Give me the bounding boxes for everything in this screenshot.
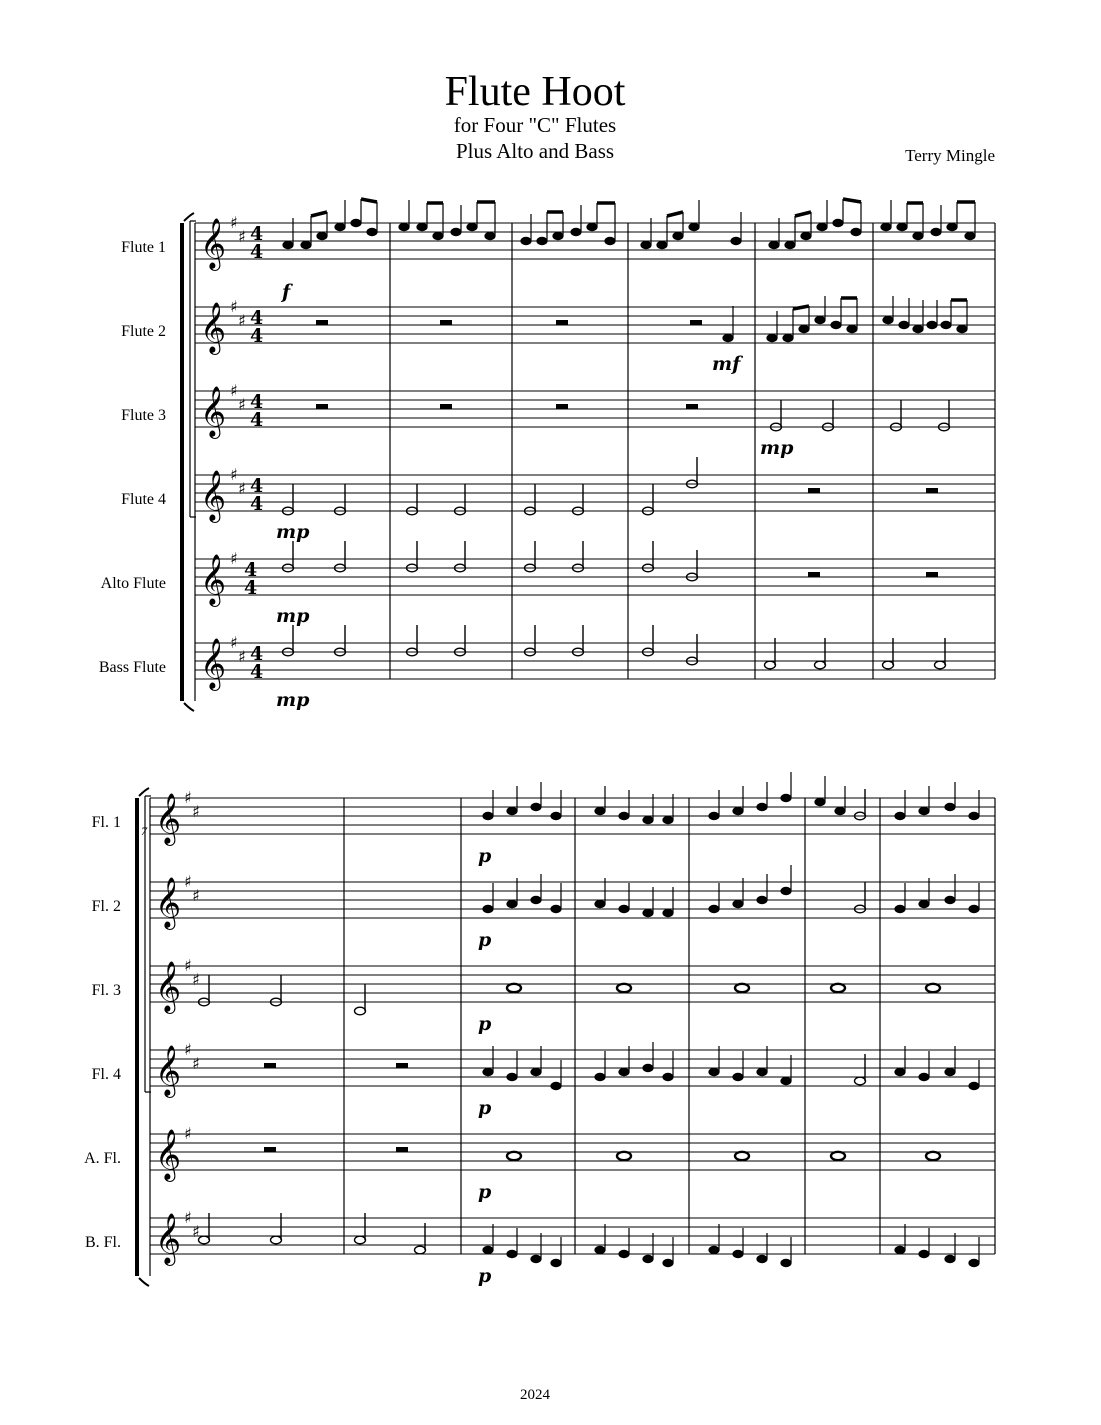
score-subtitle-line2: Plus Alto and Bass — [455, 139, 615, 163]
sharp-icon: ♯ — [184, 1208, 192, 1227]
footer-year: 2024 — [520, 1387, 550, 1403]
sharp-icon: ♯ — [184, 956, 192, 975]
svg-text:4: 4 — [250, 223, 264, 245]
measure-number: 7 — [141, 824, 147, 838]
svg-text:4: 4 — [250, 661, 264, 683]
dynamic-marking: mp — [760, 437, 794, 459]
svg-text:4: 4 — [250, 241, 264, 263]
score-subtitle-line1: for Four "C" Flutes — [453, 113, 617, 137]
treble-clef-icon: 𝄞 — [155, 961, 182, 1012]
svg-text:4: 4 — [244, 577, 258, 599]
dynamic-marking: mp — [276, 689, 310, 711]
sharp-icon: ♯ — [230, 549, 238, 568]
svg-text:4: 4 — [250, 325, 264, 347]
treble-clef-icon: 𝄞 — [155, 1045, 182, 1096]
whole-rest-icon — [396, 1147, 408, 1152]
dynamic-marking: p — [478, 1013, 492, 1035]
svg-text:4: 4 — [244, 559, 258, 581]
whole-rest-icon — [316, 320, 328, 325]
whole-rest-icon — [926, 488, 938, 493]
treble-clef-icon: 𝄞 — [200, 470, 227, 521]
sharp-icon: ♯ — [238, 395, 246, 414]
composer-name: Terry Mingle — [905, 146, 995, 165]
dynamic-marking: mp — [276, 521, 310, 543]
treble-clef-icon: 𝄞 — [200, 218, 227, 269]
staff-label-fl-2: Fl. 2 — [91, 898, 121, 915]
treble-clef-icon: 𝄞 — [200, 554, 227, 605]
sharp-icon: ♯ — [230, 213, 238, 232]
sharp-icon: ♯ — [184, 1040, 192, 1059]
whole-rest-icon — [808, 572, 820, 577]
sharp-icon: ♯ — [238, 479, 246, 498]
dynamic-marking: p — [478, 1097, 492, 1119]
whole-rest-icon — [686, 404, 698, 409]
whole-rests-system-1 — [316, 320, 938, 577]
sharp-icon: ♯ — [238, 647, 246, 666]
whole-rest-icon — [440, 320, 452, 325]
treble-clef-icon: 𝄞 — [155, 1129, 182, 1180]
whole-rest-icon — [926, 572, 938, 577]
svg-text:4: 4 — [250, 493, 264, 515]
svg-text:4: 4 — [250, 409, 264, 431]
clefs-system-2 — [155, 793, 181, 1266]
dynamic-marking: p — [478, 845, 492, 867]
flute-2-notes-system-1 — [723, 296, 967, 342]
whole-rest-icon — [556, 404, 568, 409]
barlines-system-1 — [390, 223, 995, 679]
staff-label-fl-3: Fl. 3 — [91, 982, 121, 999]
treble-clef-icon: 𝄞 — [200, 386, 227, 437]
bracket-top-hook — [139, 788, 149, 796]
treble-clef-icon: 𝄞 — [155, 1213, 182, 1264]
sharp-icon: ♯ — [192, 970, 200, 989]
treble-clef-icon: 𝄞 — [200, 302, 227, 353]
sharp-icon: ♯ — [230, 381, 238, 400]
half-notes-system-1 — [283, 400, 950, 669]
whole-rest-icon — [808, 488, 820, 493]
whole-rest-icon — [556, 320, 568, 325]
sharp-icon: ♯ — [192, 1222, 200, 1241]
score-title: Flute Hoot — [444, 69, 626, 115]
staff-lines-system-2 — [150, 798, 995, 1254]
whole-rest-icon — [396, 1063, 408, 1068]
key-signatures-system-2 — [184, 788, 200, 1241]
sharp-icon: ♯ — [192, 886, 200, 905]
treble-clef-icon: 𝄞 — [200, 638, 227, 689]
bracket-bottom-hook — [184, 703, 194, 711]
sharp-icon: ♯ — [230, 297, 238, 316]
whole-rest-icon — [316, 404, 328, 409]
svg-text:4: 4 — [250, 475, 264, 497]
clefs-system-1 — [200, 218, 226, 691]
staff-label-fl-4: Fl. 4 — [91, 1066, 121, 1083]
svg-text:4: 4 — [250, 391, 264, 413]
staff-label-flute-2: Flute 2 — [121, 323, 166, 340]
time-signatures-system-1 — [244, 223, 263, 683]
treble-clef-icon: 𝄞 — [155, 793, 182, 844]
staff-label-b-fl: B. Fl. — [84, 1234, 121, 1251]
sharp-icon: ♯ — [192, 1054, 200, 1073]
sharp-icon: ♯ — [230, 633, 238, 652]
staff-label-a-fl: A. Fl. — [84, 1150, 121, 1167]
bracket-top-hook — [184, 213, 194, 221]
staff-label-flute-1: Flute 1 — [121, 239, 166, 256]
sharp-icon: ♯ — [184, 1124, 192, 1143]
sharp-icon: ♯ — [230, 465, 238, 484]
whole-rest-icon — [264, 1063, 276, 1068]
bracket-bottom-hook — [139, 1278, 149, 1286]
dynamic-marking: f — [282, 281, 291, 303]
staff-label-alto-flute: Alto Flute — [100, 575, 166, 592]
whole-rests-system-2 — [264, 1063, 408, 1152]
svg-text:4: 4 — [250, 643, 264, 665]
sharp-icon: ♯ — [192, 802, 200, 821]
treble-clef-icon: 𝄞 — [155, 877, 182, 928]
staff-label-flute-4: Flute 4 — [121, 491, 166, 508]
dynamic-marking: p — [478, 929, 492, 951]
whole-rest-icon — [440, 404, 452, 409]
staff-label-bass-flute: Bass Flute — [98, 659, 166, 676]
staff-label-flute-3: Flute 3 — [121, 407, 166, 424]
sharp-icon: ♯ — [238, 227, 246, 246]
sharp-icon: ♯ — [238, 311, 246, 330]
staff-lines-system-1 — [195, 223, 995, 679]
dynamic-marking: mf — [712, 353, 741, 375]
sharp-icon: ♯ — [184, 788, 192, 807]
half-notes-system-2 — [199, 789, 866, 1254]
barlines-system-2 — [344, 798, 995, 1254]
system-1 — [99, 199, 995, 711]
whole-rest-icon — [264, 1147, 276, 1152]
staff-label-fl-1: Fl. 1 — [91, 814, 121, 831]
dynamic-marking: mp — [276, 605, 310, 627]
sharp-icon: ♯ — [184, 872, 192, 891]
whole-rest-icon — [690, 320, 702, 325]
svg-text:4: 4 — [250, 307, 264, 329]
dynamic-marking: p — [478, 1265, 492, 1287]
system-2 — [84, 772, 995, 1287]
quarter-notes-system-2 — [483, 772, 979, 1267]
dynamic-marking: p — [478, 1181, 492, 1203]
